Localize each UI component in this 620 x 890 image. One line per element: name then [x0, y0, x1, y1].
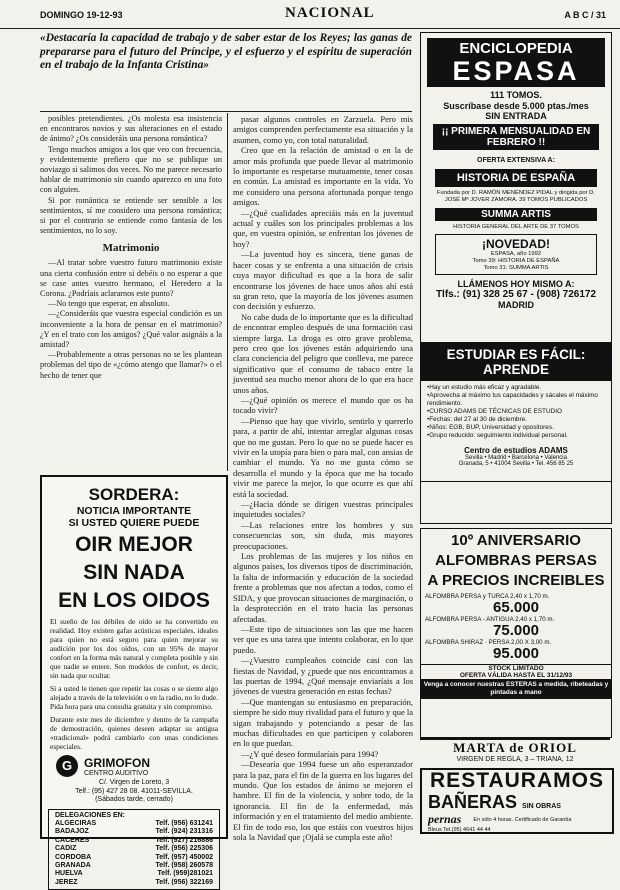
page-date: DOMINGO 19-12-93	[40, 10, 123, 20]
brand-block	[42, 751, 226, 777]
page-number: A B C / 31	[564, 10, 606, 20]
novedad-box	[435, 234, 597, 275]
delegation-phone: Telf. (956) 322169	[156, 879, 213, 887]
no-entry: SIN ENTRADA	[421, 111, 611, 122]
delegation-city: HUELVA	[55, 870, 83, 878]
delegation-row	[55, 820, 213, 828]
ad-body: Durante este mes de diciembre y dentro de la campaña de demostración, quienes deseen adaptar su antigua «tradicional» podrá cambiarlo con unas condiciones especiales.	[42, 711, 226, 751]
delegations-box	[48, 809, 220, 890]
tomos: 111 TOMOS.	[421, 90, 611, 101]
delegation-city: JEREZ	[55, 879, 78, 887]
delegation-phone: Telf. (956) 631241	[156, 820, 213, 828]
bullet-item: • Niños: EGB, BUP, Universidad y opositores.	[427, 424, 605, 432]
paragraph: —¿Qué cualidades apreciáis más en la juventud actual y cuáles son los principales problemas a los que, en vuestra opinión, se enfrentan los jóvenes de hoy?	[233, 208, 413, 250]
ad-heading: A PRECIOS INCREIBLES	[421, 573, 611, 589]
estudiar-advertisement	[420, 342, 612, 524]
historia-title: HISTORIA DE ESPAÑA	[435, 169, 597, 187]
paragraph: —¿Consideráis que vuestra especial condición es un inconveniente a la hora de pensar en el matrimonio? ¿Y en el trato con los amigos? ¿Qué valor asignáis a la amistad?	[40, 309, 222, 350]
brand-logo: pernas	[428, 812, 461, 827]
paragraph: —No tengo que esperar, en absoluto.	[40, 299, 222, 309]
marta-advertisement	[420, 738, 610, 764]
ad-line: SI USTED QUIERE PUEDE	[42, 517, 226, 529]
paragraph: —Al tratar sobre vuestro futuro matrimonio existe una cierta confusión entre si debéis o no esperar a que se case antes vuestro hermano, el Heredero a la Corona. ¿Podríais aclararnos este punto?	[40, 258, 222, 299]
offer-validity: OFERTA VÁLIDA HASTA EL 31/12/93	[421, 672, 611, 679]
paragraph: posibles pretendientes. ¿Os molesta esa insistencia en encontraros novios y sus alteraciones en el estado de ánimo? ¿Os consideráis una persona romántica?	[40, 114, 222, 145]
brand-subtitle: CENTRO AUDITIVO	[84, 770, 150, 777]
brand-name: GRIMOFON	[84, 756, 150, 770]
paragraph: —La juventud hoy es sincera, tiene ganas de hacer cosas y se enfrenta a una situación de crisis cuya mayor dificultad es que a la hora de salir encontrarse los jóvenes de hace unos años ahí está su gran reto, que la mayoría de los jóvenes asumen con decisión y esfuerzo.	[233, 249, 413, 311]
espasa-title	[427, 38, 605, 87]
paragraph: —Que mantengan su entusiasmo en preparación, siempre he sido muy rivalidad para el futuro y que la sigan trabajando y potenciando a pesar de las muchas dificultades en que participen y colaboren en lo que puedan.	[233, 697, 413, 749]
phone-numbers: Tlfs.: (91) 328 25 67 - (908) 726172	[421, 290, 611, 301]
delegation-phone: Telf. (927) 216886	[156, 837, 213, 845]
paragraph: —¿Y qué deseo formularíais para 1994?	[233, 749, 413, 759]
offer-label: OFERTA EXTENSIVA A:	[421, 156, 611, 167]
ad-title: SORDERA:	[42, 485, 226, 505]
title-line: ENCICLOPEDIA	[427, 40, 605, 57]
contact: Granada, 5 • 41004 Sevilla • Tel. 456 85 25	[421, 461, 611, 467]
delegation-city: ALGECIRAS	[55, 820, 96, 828]
paragraph: —Las relaciones entre los hombres y sus consecuencias son, sin duda, mis mayores preocupaciones.	[233, 520, 413, 551]
delegation-row	[55, 837, 213, 845]
promo-text: Venga a conocer nuestras ESTERAS a medida, ribeteadas y pintadas a mano	[421, 679, 611, 699]
headline-suffix: SIN OBRAS	[522, 803, 561, 810]
title-line: ESPASA	[427, 57, 605, 85]
product-row: ALFOMBRA PERSA - ANTIGUA 2,40 x 1,70 m.	[421, 616, 611, 623]
paragraph: —Este tipo de situaciones son las que me hacen ver que es una tarea que intento colaborar, en lo que puedo.	[233, 624, 413, 655]
bullet-list	[421, 384, 611, 440]
delegation-phone: Telf. (958) 260578	[156, 862, 213, 870]
novedad-line: ESPASA, año 1992	[436, 251, 596, 258]
ad-heading: 10º ANIVERSARIO	[421, 533, 611, 549]
paragraph: Si por romántica se entiende ser sensible a los sentimientos, sí me considero una persona romántica; si por el contrario se entiende como fantasía de los sentimientos, no lo soy.	[40, 196, 222, 237]
paragraph: —¿Hacia dónde se dirigen vuestras principales inquietudes sociales?	[233, 499, 413, 520]
novedad-title: ¡NOVEDAD!	[436, 237, 596, 251]
product-row: ALFOMBRA PERSA y TURCA 2,40 x 1,70 m.	[421, 593, 611, 600]
summa-title: SUMMA ARTIS	[435, 208, 597, 221]
paragraph: pasar algunos controles en Zarzuela. Pero mis amigos comprenden perfectamente esa situación y la asumen, como yo, con total naturalidad.	[233, 114, 413, 145]
ad-line: NOTICIA IMPORTANTE	[42, 505, 226, 517]
page-header	[0, 0, 620, 29]
baneras-advertisement	[420, 768, 614, 834]
subheading: Matrimonio	[40, 242, 222, 254]
paragraph: —Probablemente a otras personas no se les plantean problemas del tipo de «¿cómo atengo que llamar?» o el hecho de tener que	[40, 350, 222, 381]
cities: Sevilla • Madrid • Barcelona • Valencia	[421, 455, 611, 461]
article-column-2	[233, 114, 413, 832]
store-address: VIRGEN DE REGLA, 3 – TRIANA, 12	[420, 756, 610, 763]
subscription: Suscríbase desde 5.000 ptas./mes	[421, 101, 611, 112]
paragraph: —¿Qué opinión os merece el mundo que os ha tocado vivir?	[233, 395, 413, 416]
paragraph: —Pienso que hay que vivirlo, sentirlo y quererlo para, a partir de ahí, intentar arreglar algunas cosas que no me gustan. Pero lo que no se puede hacer es vivir en la utopía para bien o para mal, con ansias de cambiar el mundo. Ya no me gusta cómo se desarrolla el mundo y la época que me ha tocado vivir me parece la mejor, lo que ocurre es que ahí está la sociedad.	[233, 416, 413, 499]
ad-headline: SIN NADA	[42, 561, 226, 585]
headline-word: BAÑERAS	[428, 792, 517, 812]
paragraph: —Desearía que 1994 fuese un año esperanzador para la paz, para el fin de la guerra en los lugares del mundo. Que los estados de ánimo se mejoren el hambre. El fin de la violencia, y sobre todo, de la ignorancia. El fin de la enfermedad, más información y en el tratamiento del medio ambiente. El fin de todo eso, los que estáis con vuestros hijos sola la Navidad que ¡Ojalá se cumpla este año!	[233, 759, 413, 842]
paragraph: Creo que en la relación de amistad o en la de amor más profunda que puede llevar al matrimonio lo importante es respetarse mutuamente, tener cosas en común. La amistad es importante en la vida. Yo me considero una persona afortunada porque tengo amigos.	[233, 145, 413, 207]
ad-body: Si a usted le tienen que repetir las cosas o se siente algo alejado a través de la televisión o en la radio, no lo dude. Pida hora para una consulta gratuita y sin compromiso.	[42, 680, 226, 711]
stock-label: STOCK LIMITADO	[421, 664, 611, 672]
delegation-city: GRANADA	[55, 862, 91, 870]
price: 65.000	[421, 600, 611, 616]
price: 95.000	[421, 646, 611, 662]
bullet-item: • Hay un estudio más eficaz y agradable.	[427, 384, 605, 392]
delegation-city: CACERES	[55, 837, 89, 845]
delegation-row	[55, 828, 213, 836]
section-title: NACIONAL	[285, 5, 375, 22]
paragraph: Tengo muchos amigos a los que veo con frecuencia, y evidentemente prefiero que no se publique un noviazgo si salimos dos veces. No me parece necesario hablar de matrimonio sin cuando aparezco en una foto con alguien.	[40, 145, 222, 196]
article-column-1	[40, 114, 222, 469]
delegation-row	[55, 870, 213, 878]
delegation-phone: Telf. (956) 225306	[156, 845, 213, 853]
delegation-city: CADIZ	[55, 845, 76, 853]
alfombras-advertisement	[420, 528, 612, 738]
address-line: (Sábados tarde, cerrado)	[42, 796, 226, 805]
novedad-line: Tomo 31: SUMMA ARTIS	[436, 265, 596, 272]
delegation-phone: Telf. (959)281021	[157, 870, 213, 878]
delegation-city: BADAJOZ	[55, 828, 89, 836]
promo-banner: ¡¡ PRIMERA MENSUALIDAD EN FEBRERO !!	[433, 124, 599, 150]
quote-divider	[40, 111, 412, 112]
delegation-row	[55, 845, 213, 853]
product-row: ALFOMBRA SHIRAZ · PERSA 2,00 X 3,00 m.	[421, 639, 611, 646]
ad-headline: EN LOS OIDOS	[42, 589, 226, 613]
historia-desc: Fundada por D. RAMÓN MENÉNDEZ PIDAL y dirigida por D. JOSÉ Mª JOVER ZAMORA. 39 TOMOS PUBLICADOS	[421, 190, 611, 204]
column-divider	[227, 113, 228, 471]
address-line: Telf.: (95) 427 28 08. 41011-SEVILLA.	[42, 788, 226, 797]
paragraph: —¿Vuestro cumpleaños coincide casi con las fiestas de Navidad, y ¿puede que nos encontramos a las puertas de 1994, ¿Qué mensaje enviaríais a los jóvenes de vuestra generación en estas fechas?	[233, 655, 413, 697]
delegations-title: DELEGACIONES EN:	[55, 812, 213, 820]
ad-headline: OIR MEJOR	[42, 533, 226, 557]
call-label: LLÁMENOS HOY MISMO A:	[421, 279, 611, 290]
guarantee-text: En sólo 4 horas. Certificado de Garantía	[467, 817, 571, 823]
grimofon-logo-icon: G	[56, 755, 78, 777]
delegation-row	[55, 862, 213, 870]
summa-desc: HISTORIA GENERAL DEL ARTE DE 37 TOMOS	[421, 224, 611, 231]
bullet-item: • Grupo reducido: seguimiento individual personal.	[427, 432, 605, 440]
center-name: Centro de estudios ADAMS	[421, 446, 611, 455]
ad-headline	[422, 792, 612, 812]
address	[42, 779, 226, 805]
bullet-item: • Fechas: del 27 al 30 de diciembre.	[427, 416, 605, 424]
delegation-city: CORDOBA	[55, 854, 91, 862]
headline-quote: «Destacaría la capacidad de trabajo y de saber estar de los Reyes; las ganas de prepararse para el futuro del Príncipe, y el esfuerzo y el espíritu de superación en el trabajo de la Infanta Cristina»	[40, 32, 412, 73]
ad-headline: RESTAURAMOS	[422, 770, 612, 792]
paragraph: Los problemas de las mujeres y los niños en algunos países, los diversos tipos de discriminación, la falta de información y educación de la sociedad frente a problemas que nos afectan a todos, como el SIDA, y que provocan situaciones de marginación, o la desprotección en el trato hacia las personas afectadas.	[233, 551, 413, 624]
address-line: C/. Virgen de Loreto, 3	[42, 779, 226, 788]
contact: Bleus Tel.(95) 4641 44 44	[422, 827, 612, 833]
delegation-row	[55, 879, 213, 887]
sordera-advertisement	[40, 475, 228, 839]
novedad-line: Tomo 39: HISTORIA DE ESPAÑA	[436, 258, 596, 265]
store-name: MARTA de ORIOL	[420, 740, 610, 756]
bullet-item: • CURSO ADAMS DE TÉCNICAS DE ESTUDIO	[427, 408, 605, 416]
city: MADRID	[421, 300, 611, 311]
delegation-row	[55, 854, 213, 862]
delegation-phone: Telf. (924) 231316	[156, 828, 213, 836]
price: 75.000	[421, 623, 611, 639]
paragraph: No cabe duda de lo importante que es la dificultad de encontrar empleo después de una formación casi siempre larga. La droga es otro grave problema, pero creo que los jóvenes están adquiriendo una clara conciencia del peligro que conlleva, me parece significativo que el consumo de tabaco entre la juventud sea mucho menor ahora de lo que era hace unos años.	[233, 312, 413, 395]
estudiar-title: ESTUDIAR ES FÁCIL: APRENDE	[421, 343, 611, 381]
ad-body: El sueño de los débiles de oído se ha convertido en realidad. Hoy existen gafas acústicas especiales, ideales para quien no está seguro para quien mejorar su audición por los dos oídos, con un 95% de mayor confort en la forma más natural y completa posible y sin que nadie se entere. Son modelos de confort, es decir, sin nada que ocultar.	[42, 613, 226, 680]
bullet-item: • Aprovecha al máximo tus capacidades y sácales el máximo rendimiento.	[427, 392, 605, 408]
delegation-phone: Telf. (957) 450002	[156, 854, 213, 862]
ad-heading: ALFOMBRAS PERSAS	[421, 553, 611, 569]
